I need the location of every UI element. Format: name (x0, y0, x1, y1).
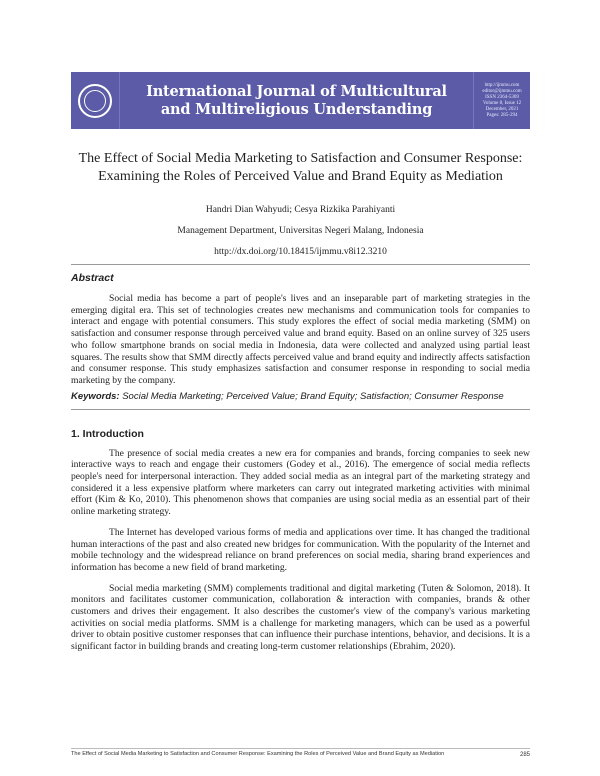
article-title (71, 150, 530, 186)
page-number: 285 (519, 752, 530, 758)
paragraph: The Internet has developed various forms of media and applications over time. It has changed the traditional human interactions of the past and also created new bridges for communication. With the popularity of the Internet and mobile technology and the widespread reliance on brand preferences on social media, sharing brand experiences and information has become a new field of brand marketing. (71, 526, 530, 573)
journal-pages: Pages: 285-294 (486, 112, 518, 118)
divider (71, 264, 530, 265)
introduction-heading: 1. Introduction (71, 427, 144, 440)
keywords (71, 391, 530, 403)
journal-logo (71, 72, 120, 129)
abstract-text: Social media has become a part of people's lives and an inseparable part of marketing strategies in the emerging digital era. This set of technologies creates new mechanisms and communication tools for companies to interact and engage with potential consumers. This study explores the effect of social media marketing (SMM) on satisfaction and consumer response through perceived value and brand equity. Based on an online survey of 325 users who follow smartphone brands on social media in Indonesia, data were collected and analyzed using partial least squares. The results show that SMM directly affects perceived value and brand equity and indirectly affects satisfaction and consumer response. This study emphasizes satisfaction and consumer response in responding to social media marketing by the company. (71, 293, 530, 386)
paragraph: Social media marketing (SMM) complements traditional and digital marketing (Tuten & Solomon, 2018). It monitors and facilitates customer communication, collaboration & interaction with companies, brands & other customers and drives their engagement. It also describes the customer's view of the company's various marketing activities on social media platforms. SMM is a challenge for marketing managers, which can be used as a powerful driver to obtain positive customer responses that can influence their purchase intentions, behavior, and decisions. It is a significant factor in building brands and creating long-term customer relationships (Ebrahim, 2020). (71, 582, 530, 653)
journal-date: December, 2021 (485, 106, 519, 112)
divider (71, 409, 530, 410)
journal-name-line1: International Journal of Multicultural (146, 82, 447, 100)
title-line1: The Effect of Social Media Marketing to Satisfaction and Consumer Response: (78, 151, 523, 166)
journal-info (473, 72, 530, 129)
journal-volume: Volume 8, Issue 12 (482, 100, 522, 106)
paragraph: The presence of social media creates a new era for companies and brands, forcing companies to seek new interactive ways to reach and engage their customers (Godey et al., 2016). The emergence of social media reflects people's need for interpersonal interaction. They added social media as an integral part of the marketing strategy and considered it a less expensive platform where marketers can carry out integrated marketing activities with minimal effort (Kim & Ko, 2010). This phenomenon shows that companies are using social media as an essential part of their online marketing strategy. (71, 447, 530, 518)
running-title: The Effect of Social Media Marketing to Satisfaction and Consumer Response: Examining the Roles of Perceived Value and Brand Equity as Mediation (71, 751, 445, 757)
page-footer (71, 736, 530, 758)
keywords-label: Keywords: (71, 390, 120, 402)
keywords-text: Social Media Marketing; Perceived Value; Brand Equity; Satisfaction; Consumer Response (122, 390, 504, 402)
journal-banner (71, 72, 530, 129)
globe-icon (78, 84, 112, 118)
abstract-heading: Abstract (71, 272, 114, 284)
journal-name-line2: and Multireligious Understanding (160, 100, 433, 118)
journal-issn: ISSN 2364-5369 (485, 94, 519, 100)
journal-name (120, 83, 473, 119)
journal-email[interactable]: editor@ijmmu.com (482, 88, 522, 94)
footer-divider (71, 748, 530, 749)
doi-link[interactable]: http://dx.doi.org/10.18415/ijmmu.v8i12.3210 (214, 247, 387, 257)
journal-url[interactable]: http://ijmmu.com (484, 82, 520, 88)
affiliation: Management Department, Universitas Negeri Malang, Indonesia (177, 226, 424, 236)
authors: Handri Dian Wahyudi; Cesya Rizkika Parahiyanti (205, 205, 396, 215)
title-line2: Examining the Roles of Perceived Value and Brand Equity as Mediation (98, 169, 503, 184)
